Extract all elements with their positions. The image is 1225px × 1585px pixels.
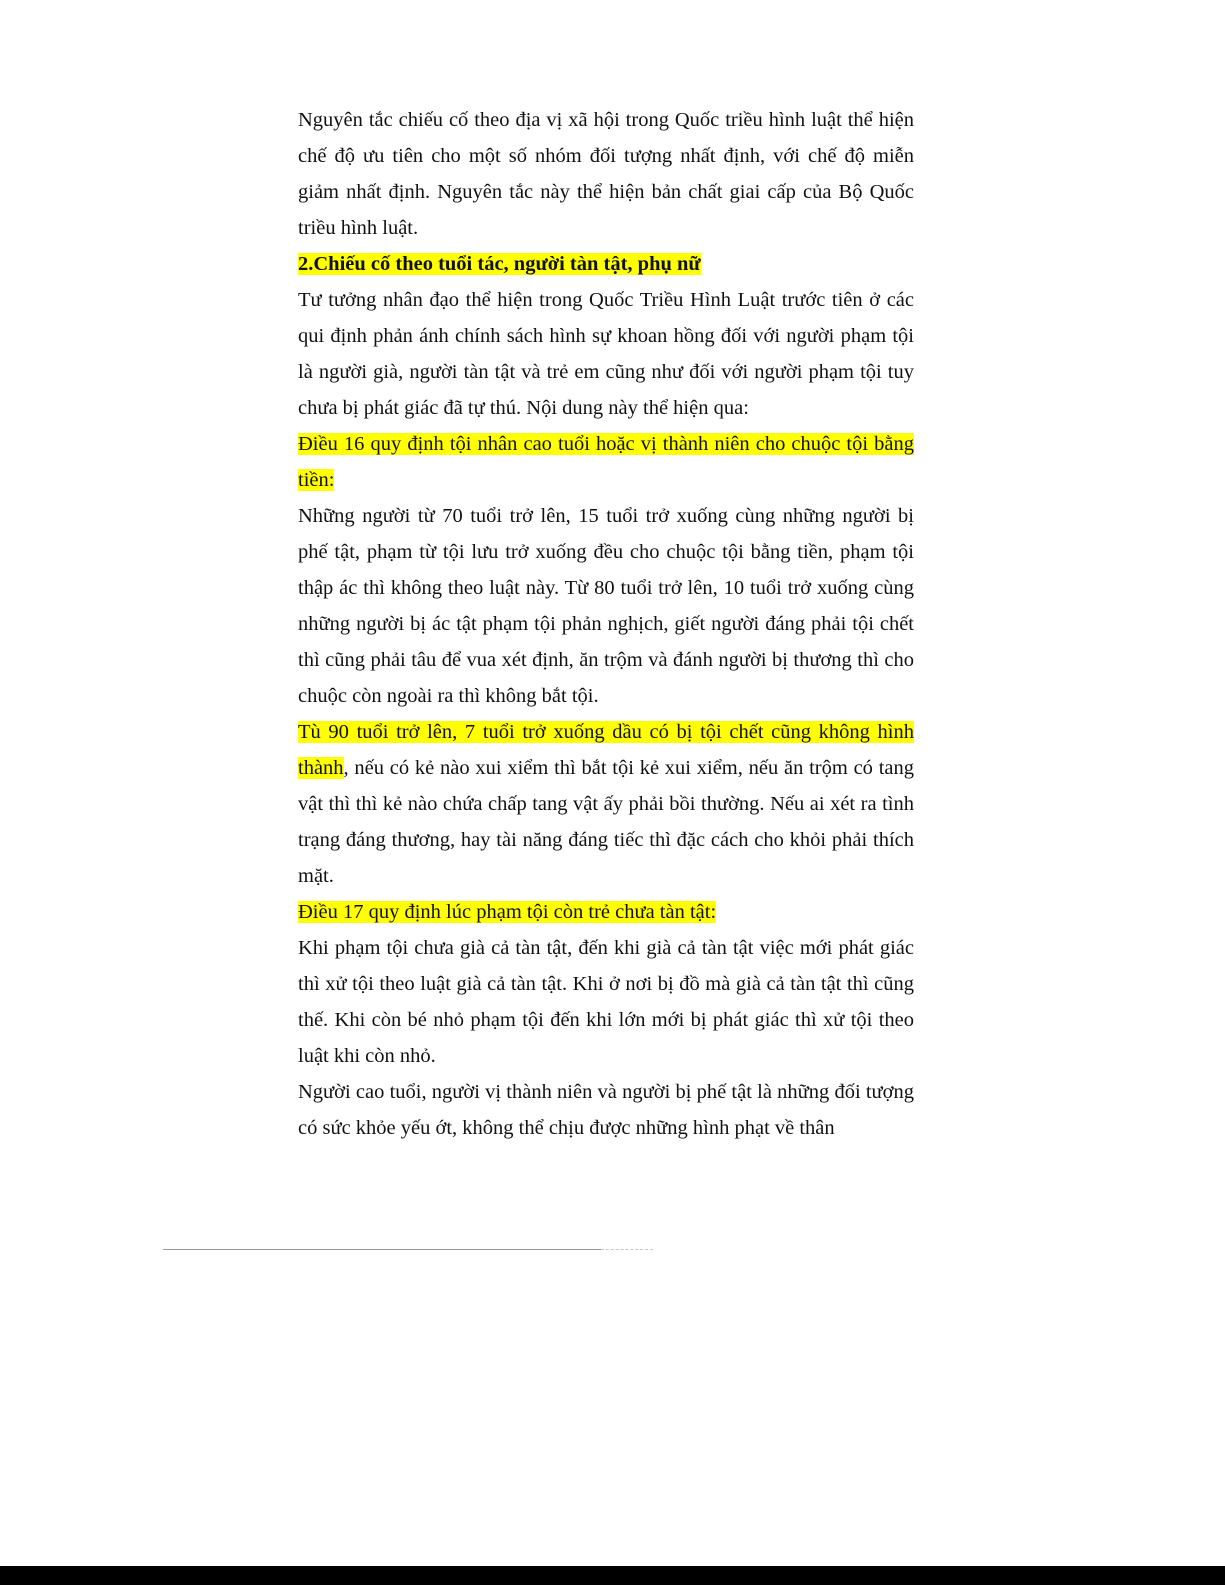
- paragraph-article-16-content: Những người từ 70 tuổi trở lên, 15 tuổi trở xuống cùng những người bị phế tật, phạm từ tội lưu trở xuống đều cho chuộc tội bằng tiền, phạm tội thập ác thì không theo luật này. Từ 80 tuổi trở lên, 10 tuổi trở xuống cùng những người bị ác tật phạm tội phản nghịch, giết người đáng phải tội chết thì cũng phải tâu để vua xét định, ăn trộm và đánh người bị thương thì cho chuộc còn ngoài ra thì không bắt tội.: [298, 505, 914, 707]
- paragraph-humanitarian-thought: Tư tưởng nhân đạo thể hiện trong Quốc Triều Hình Luật trước tiên ở các qui định phản ánh chính sách hình sự khoan hồng đối với người phạm tội là người già, người tàn tật và trẻ em cũng như đối với người phạm tội tuy chưa bị phát giác đã tự thú. Nội dung này thể hiện qua:: [298, 289, 914, 419]
- document-body: [298, 102, 914, 1146]
- paragraph-social-status-principle: Nguyên tắc chiếu cố theo địa vị xã hội trong Quốc triều hình luật thể hiện chế độ ưu tiên cho một số nhóm đối tượng nhất định, với chế độ miễn giảm nhất định. Nguyên tắc này thể hiện bản chất giai cấp của Bộ Quốc triều hình luật.: [298, 109, 914, 239]
- paragraph-over-90: [298, 714, 914, 894]
- article-16-title: [298, 426, 914, 498]
- footnote-separator: [163, 1249, 601, 1250]
- page-bottom-edge: [0, 1566, 1225, 1585]
- article-17-highlight: Điều 17 quy định lúc phạm tội còn trẻ chưa tàn tật:: [298, 901, 717, 923]
- article-17-title: [298, 894, 914, 930]
- paragraph-article-17-content: Khi phạm tội chưa già cả tàn tật, đến khi già cả tàn tật việc mới phát giác thì xử tội theo luật già cả tàn tật. Khi ở nơi bị đồ mà già cả tàn tật thì cũng thế. Khi còn bé nhỏ phạm tội đến khi lớn mới bị phát giác thì xử tội theo luật khi còn nhỏ.: [298, 937, 914, 1067]
- article-16-highlight: Điều 16 quy định tội nhân cao tuổi hoặc vị thành niên cho chuộc tội bằng tiền:: [298, 433, 914, 491]
- over-90-rest: , nếu có kẻ nào xui xiểm thì bắt tội kẻ xui xiểm, nếu ăn trộm có tang vật thì thì kẻ nào chứa chấp tang vật ấy phải bồi thường. Nếu ai xét ra tình trạng đáng thương, hay tài năng đáng tiếc thì đặc cách cho khỏi phải thích mặt.: [298, 757, 914, 887]
- over-90-highlight: Tù 90 tuổi trở lên, 7 tuổi trở xuống dầu có bị tội chết cũng không hình thành: [298, 721, 914, 779]
- section-heading-age-disability-women: [298, 246, 914, 282]
- footnote-separator-tail: [601, 1249, 653, 1250]
- heading-highlight: 2.Chiếu cố theo tuổi tác, người tàn tật, phụ nữ: [298, 253, 701, 275]
- paragraph-elderly-minors-disabled: Người cao tuổi, người vị thành niên và người bị phế tật là những đối tượng có sức khỏe yếu ớt, không thể chịu được những hình phạt về thân: [298, 1081, 914, 1139]
